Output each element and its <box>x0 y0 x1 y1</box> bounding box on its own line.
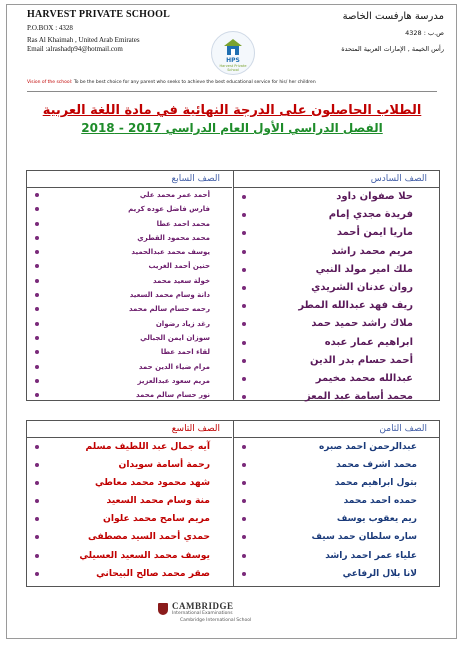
student-item <box>27 217 232 231</box>
bullet-icon <box>242 268 246 272</box>
student-item <box>234 438 439 456</box>
student-item <box>234 388 439 406</box>
bullet-icon <box>242 445 246 449</box>
student-name: بتول ابراهيم محمد <box>334 478 417 489</box>
student-name: مريم محمد راشد <box>331 245 413 257</box>
header-right-block <box>284 12 444 54</box>
school-name-ar: مدرسة هارفست الخاصة <box>342 11 444 22</box>
bullet-icon <box>35 336 39 340</box>
main-title: الطلاب الحاصلون على الدرجة النهائية في مادة اللغة العربية <box>42 103 422 118</box>
student-name: رحمه حسام سالم محمد <box>129 305 210 314</box>
bullet-icon <box>242 359 246 363</box>
student-name: ريم يعقوب يوسف <box>336 514 417 525</box>
bullet-icon <box>242 286 246 290</box>
student-name: ملك امير مولد النبي <box>315 263 413 275</box>
bullet-icon <box>35 535 39 539</box>
student-item <box>27 388 232 402</box>
po-box-ar: ص.ب : 4328 <box>405 29 444 37</box>
student-name: محمد أسامة عبد المعز <box>304 391 413 403</box>
school-name-en: HARVEST PRIVATE SCHOOL <box>27 9 170 20</box>
grade8-list <box>234 438 439 583</box>
student-name: محمد احمد عطا <box>156 219 210 228</box>
bullet-icon <box>35 193 39 197</box>
logo-subtext: Harvest Private School <box>219 64 247 72</box>
bullet-icon <box>242 517 246 521</box>
student-name: ريف فهد عبدالله المطر <box>298 300 413 312</box>
student-item <box>234 224 439 242</box>
student-name: فريدة مجدي إمام <box>328 209 413 221</box>
student-item <box>27 302 232 316</box>
bullet-icon <box>242 535 246 539</box>
grade6-column <box>233 171 439 403</box>
student-item <box>27 547 232 565</box>
bullet-icon <box>35 393 39 397</box>
cambridge-line2: Cambridge International School <box>180 618 252 623</box>
bullet-icon <box>35 554 39 558</box>
student-item <box>27 510 232 528</box>
student-name: حنين أحمد الغريب <box>148 262 210 271</box>
student-item <box>27 456 232 474</box>
bullet-icon <box>242 195 246 199</box>
bullet-icon <box>242 463 246 467</box>
bullet-icon <box>242 554 246 558</box>
student-item <box>234 297 439 315</box>
email-en: Email :alrashadp94@hotmail.com <box>27 45 123 53</box>
bullet-icon <box>35 379 39 383</box>
student-name: شهد محمود محمد معاطي <box>95 477 210 489</box>
student-item <box>27 231 232 245</box>
student-name: منة وسام محمد السعيد <box>106 495 210 507</box>
student-name: لقاء احمد عطا <box>160 348 210 357</box>
header-left-block <box>27 10 217 54</box>
student-item <box>234 474 439 492</box>
grade8-column <box>233 421 439 586</box>
student-name: رحمة أسامة سويدان <box>118 459 210 471</box>
student-item <box>234 188 439 206</box>
vision-text: To be the best choice for any parent who seeks to achieve the best educational service for his/ her children <box>72 80 316 85</box>
bullet-icon <box>35 322 39 326</box>
student-name: محمد محمود القطري <box>137 233 210 242</box>
bullet-icon <box>242 572 246 576</box>
student-item <box>234 243 439 261</box>
cambridge-logo <box>150 601 320 625</box>
student-item <box>234 352 439 370</box>
bullet-icon <box>35 307 39 311</box>
location-en: Ras Al Khaimah , United Arab Emirates <box>27 36 140 44</box>
student-name: حمده احمد محمد <box>343 496 417 507</box>
student-item <box>234 510 439 528</box>
grades-6-7-table <box>26 170 440 401</box>
student-item <box>27 288 232 302</box>
student-name: مريم سامح محمد علوان <box>102 513 210 525</box>
logo-text: HPS <box>226 57 240 64</box>
bullet-icon <box>35 207 39 211</box>
student-item <box>27 274 232 288</box>
vision-statement <box>27 80 437 85</box>
bullet-icon <box>242 322 246 326</box>
student-item <box>234 528 439 546</box>
bullet-icon <box>35 350 39 354</box>
student-name: خولة سعيد محمد <box>152 276 210 285</box>
student-name: عبدالله محمد مخيمر <box>315 372 413 384</box>
bullet-icon <box>35 499 39 503</box>
bullet-icon <box>35 236 39 240</box>
grade7-header: الصف السابع <box>27 171 232 188</box>
grades-8-9-table <box>26 420 440 587</box>
bullet-icon <box>35 445 39 449</box>
bullet-icon <box>242 213 246 217</box>
student-name: عبدالرحمن احمد صبره <box>318 442 417 452</box>
bullet-icon <box>242 231 246 235</box>
student-name: ساره سلطان حمد سيف <box>311 532 417 543</box>
student-item <box>234 492 439 510</box>
student-name: روان عدنان الشريدي <box>311 281 413 293</box>
bullet-icon <box>35 250 39 254</box>
bullet-icon <box>35 293 39 297</box>
grade6-header: الصف السادس <box>234 171 439 188</box>
student-item <box>27 202 232 216</box>
student-item <box>234 565 439 583</box>
student-name: سوزان ايمن الجبالي <box>140 333 210 342</box>
grade9-list <box>27 438 232 583</box>
student-name: علياء عمر احمد راشد <box>325 550 417 561</box>
student-item <box>234 334 439 352</box>
sub-title: الفصل الدراسي الأول العام الدراسي 2017 - 2018 <box>81 121 383 135</box>
student-item <box>234 370 439 388</box>
grade9-column <box>27 421 232 586</box>
student-item <box>234 547 439 565</box>
bullet-icon <box>242 481 246 485</box>
student-item <box>234 315 439 333</box>
cambridge-line1: International Examinations <box>172 611 233 616</box>
student-name: دانة وسام محمد السعيد <box>129 291 210 300</box>
bullet-icon <box>242 304 246 308</box>
bullet-icon <box>35 365 39 369</box>
student-name: حمدي أحمد السيد مصطفى <box>88 531 210 543</box>
student-name: يوسف محمد السعيد العسيلي <box>79 549 210 561</box>
student-item <box>27 317 232 331</box>
student-item <box>27 345 232 359</box>
student-name: أحمد حسام بدر الدين <box>309 354 413 366</box>
student-name: لانا بلال الرفاعي <box>342 568 417 579</box>
bullet-icon <box>242 499 246 503</box>
student-name: أحمد عمر محمد علي <box>139 191 210 199</box>
student-item <box>27 188 232 202</box>
student-item <box>27 474 232 492</box>
bullet-icon <box>242 250 246 254</box>
bullet-icon <box>242 395 246 399</box>
student-item <box>27 245 232 259</box>
student-name: صقر محمد صالح البيحاني <box>96 567 210 579</box>
vision-label: Vision of the school: <box>27 80 73 85</box>
cambridge-brand: CAMBRIDGE <box>172 601 234 611</box>
student-name: فارس فاضل عوده كريم <box>128 205 210 214</box>
student-item <box>27 438 232 456</box>
student-name: ملاك راشد حميد حمد <box>311 318 413 330</box>
student-name: يوسف محمد عبدالحميد <box>131 248 210 257</box>
grade8-header: الصف الثامن <box>234 421 439 438</box>
student-item <box>27 374 232 388</box>
student-item <box>27 259 232 273</box>
student-item <box>27 565 232 583</box>
grade7-column <box>27 171 232 400</box>
student-item <box>234 206 439 224</box>
bullet-icon <box>242 377 246 381</box>
student-item <box>27 331 232 345</box>
student-item <box>27 492 232 510</box>
student-name: محمد اشرف محمد <box>336 460 417 471</box>
student-name: ماريا ايمن أحمد <box>336 227 413 239</box>
student-name: آيه جمال عبد اللطيف مسلم <box>85 441 210 452</box>
student-name: ابراهيم عمار عبده <box>324 336 413 348</box>
house-icon <box>223 38 243 56</box>
student-item <box>234 456 439 474</box>
header-divider <box>27 91 437 92</box>
bullet-icon <box>242 341 246 345</box>
student-name: مرام ضياء الدين حمد <box>138 362 210 371</box>
grade9-header: الصف التاسع <box>27 421 232 438</box>
student-name: رغد زياد رضوان <box>155 319 210 328</box>
location-ar: رأس الخيمة , الإمارات العربية المتحدة <box>341 45 444 53</box>
bullet-icon <box>35 517 39 521</box>
student-item <box>27 528 232 546</box>
student-item <box>234 279 439 297</box>
student-name: نور حسام سالم محمد <box>135 391 210 400</box>
school-logo <box>211 31 255 75</box>
student-name: حلا صفوان داود <box>336 191 413 202</box>
student-item <box>27 360 232 374</box>
bullet-icon <box>35 481 39 485</box>
bullet-icon <box>35 222 39 226</box>
grade7-list <box>27 188 232 402</box>
bullet-icon <box>35 279 39 283</box>
bullet-icon <box>35 264 39 268</box>
student-item <box>234 261 439 279</box>
bullet-icon <box>35 572 39 576</box>
bullet-icon <box>35 463 39 467</box>
student-name: مريم سعود عبدالعزيز <box>137 376 210 385</box>
shield-icon <box>158 603 168 615</box>
po-box-en: P.O.BOX : 4328 <box>27 24 73 32</box>
grade6-list <box>234 188 439 406</box>
